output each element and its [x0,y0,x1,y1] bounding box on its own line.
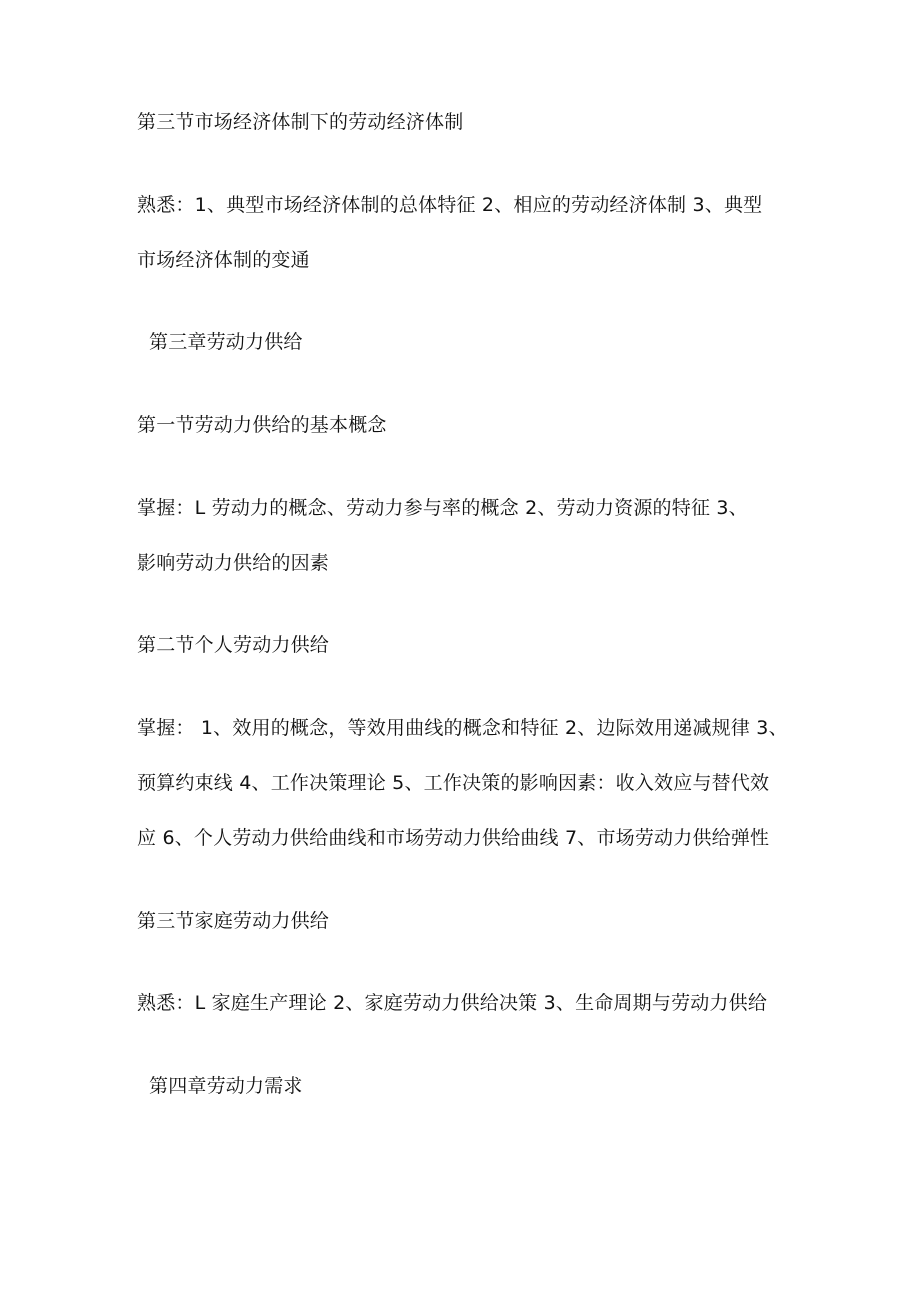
section-title: 第三节市场经济体制下的劳动经济体制 [137,111,464,133]
section-title: 第二节个人劳动力供给 [137,634,330,656]
requirement-text: 影响劳动力供给的因素 [137,552,330,574]
requirement-text: 市场经济体制的变通 [137,249,310,271]
section-title: 第三节家庭劳动力供给 [137,910,330,932]
requirement-text: 预算约束线 4、工作决策理论 5、工作决策的影响因素：收入效应与替代效 [137,772,770,794]
requirement-text: 熟悉：L 家庭生产理论 2、家庭劳动力供给决策 3、生命周期与劳动力供给 [137,992,768,1014]
chapter-title: 第四章劳动力需求 [149,1075,303,1097]
section-title: 第一节劳动力供给的基本概念 [137,414,387,436]
requirement-text: 掌握：L 劳动力的概念、劳动力参与率的概念 2、劳动力资源的特征 3、 [137,497,748,519]
requirement-text: 熟悉：1、典型市场经济体制的总体特征 2、相应的劳动经济体制 3、典型 [137,194,763,216]
chapter-title: 第三章劳动力供给 [149,331,303,353]
requirement-text: 掌握： 1、效用的概念，等效用曲线的概念和特征 2、边际效用递减规律 3、 [137,717,788,739]
requirement-text: 应 6、个人劳动力供给曲线和市场劳动力供给曲线 7、市场劳动力供给弹性 [137,827,770,849]
